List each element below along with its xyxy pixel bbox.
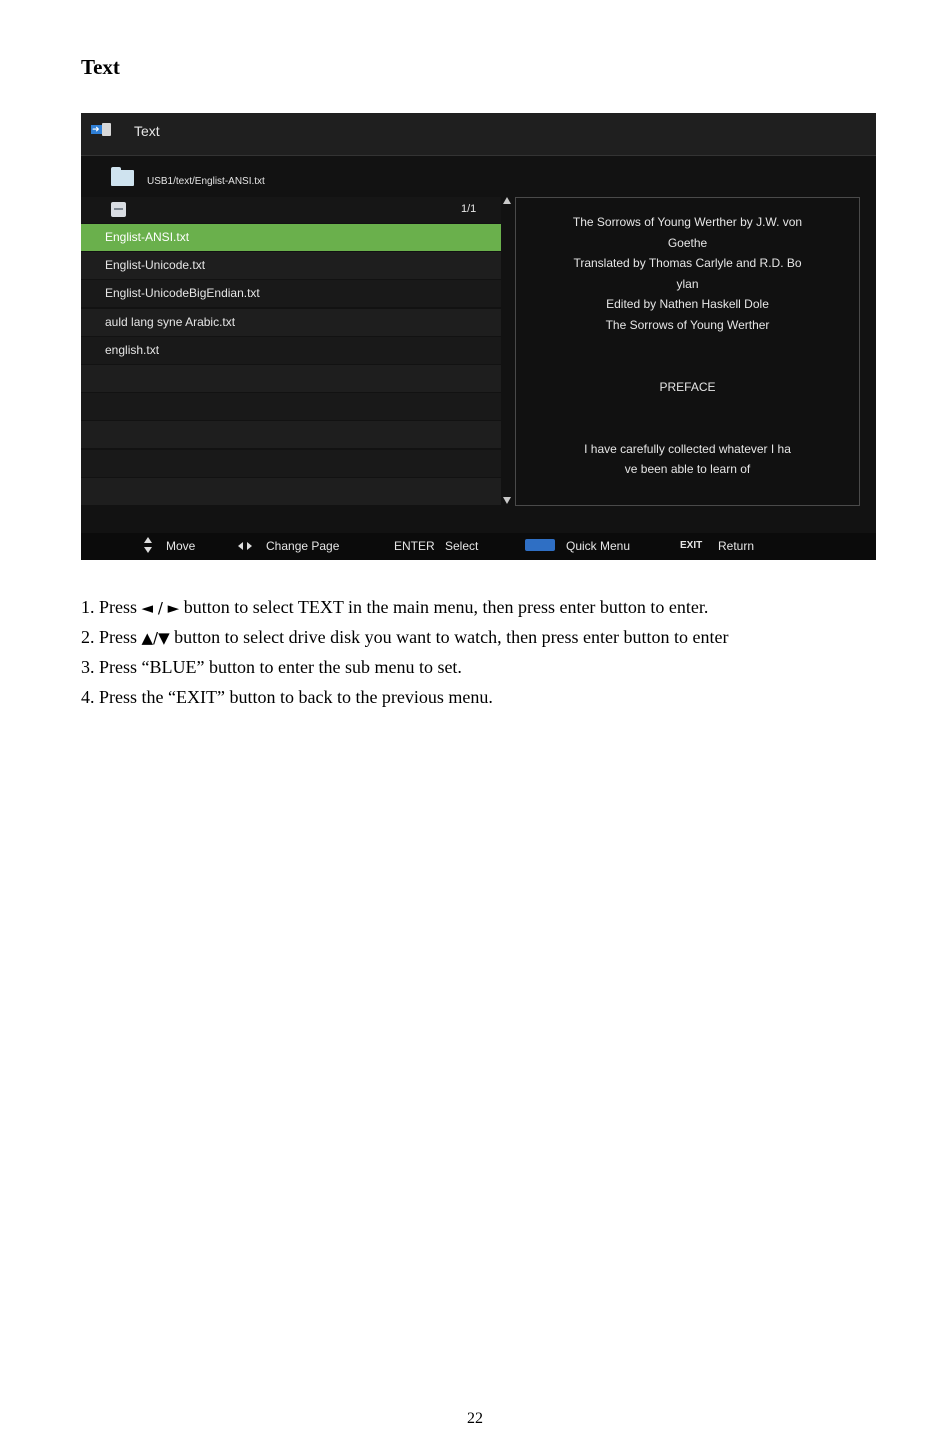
hint-change-page: Change Page xyxy=(266,539,340,553)
instruction-step-4: 4. Press the “EXIT” button to back to the previous menu. xyxy=(81,687,493,707)
instruction-step-1: 1. Press ◄ / ► button to select TEXT in the main menu, then press enter button to enter. xyxy=(81,597,709,617)
file-list-item[interactable]: Englist-ANSI.txt xyxy=(81,224,501,251)
preview-line: Edited by Nathen Haskell Dole xyxy=(606,297,769,312)
scroll-up-arrow-icon[interactable] xyxy=(503,197,511,204)
preview-line: Translated by Thomas Carlyle and R.D. Bo xyxy=(573,256,802,271)
page-count: 1/1 xyxy=(461,203,477,215)
hint-return: Return xyxy=(718,539,755,553)
screen-title: Text xyxy=(134,123,160,139)
blue-key-icon xyxy=(525,539,555,551)
text-preview-panel xyxy=(515,197,860,506)
left-right-arrows-icon xyxy=(238,541,254,551)
parent-folder-icon[interactable] xyxy=(111,202,126,217)
scrollbar[interactable] xyxy=(503,197,513,507)
file-list-item[interactable] xyxy=(81,478,501,505)
text-browser-screenshot xyxy=(81,113,876,560)
screen-footer-hints xyxy=(81,533,876,560)
preview-line xyxy=(516,397,859,418)
file-list-item[interactable]: Englist-Unicode.txt xyxy=(81,252,501,279)
preview-line xyxy=(516,418,859,439)
file-list xyxy=(81,224,501,506)
folder-icon xyxy=(111,167,134,186)
preview-line xyxy=(516,356,859,377)
file-list-panel xyxy=(81,197,501,537)
preview-line: Goethe xyxy=(667,235,708,250)
preview-line: The Sorrows of Young Werther by J.W. von xyxy=(572,215,803,229)
page-number: 22 xyxy=(467,1410,483,1427)
hint-move: Move xyxy=(166,539,196,553)
enter-key-label: ENTER xyxy=(394,539,435,553)
file-list-item[interactable] xyxy=(81,393,501,420)
instruction-list xyxy=(81,592,881,712)
preview-text xyxy=(516,212,859,480)
file-list-item[interactable] xyxy=(81,421,501,448)
preview-line: PREFACE xyxy=(659,379,716,394)
instruction-step-3: 3. Press “BLUE” button to enter the sub menu to set. xyxy=(81,657,462,677)
scroll-down-arrow-icon[interactable] xyxy=(503,497,511,504)
current-path: USB1/text/Englist-ANSI.txt xyxy=(147,176,265,187)
exit-key-label: EXIT xyxy=(680,540,703,551)
file-list-header xyxy=(81,197,501,223)
preview-line: ve been able to learn of xyxy=(624,462,751,477)
file-list-item[interactable]: Englist-UnicodeBigEndian.txt xyxy=(81,280,501,307)
up-down-arrows-icon xyxy=(143,537,153,555)
preview-line: I have carefully collected whatever I ha xyxy=(584,441,791,456)
hint-select: Select xyxy=(445,539,479,553)
preview-line xyxy=(516,336,859,357)
file-list-item[interactable] xyxy=(81,365,501,392)
file-list-item[interactable]: english.txt xyxy=(81,337,501,364)
text-app-icon: ➜ xyxy=(91,123,111,136)
preview-line: The Sorrows of Young Werther xyxy=(605,317,770,332)
instruction-step-2: 2. Press ▲/▼ button to select drive disk you want to watch, then press enter button to enter xyxy=(81,627,729,647)
section-heading: Text xyxy=(81,55,120,79)
screen-header xyxy=(81,113,876,156)
file-list-item[interactable] xyxy=(81,450,501,477)
preview-line: ylan xyxy=(676,276,699,291)
hint-quick-menu: Quick Menu xyxy=(566,539,631,553)
file-list-item[interactable]: auld lang syne Arabic.txt xyxy=(81,309,501,336)
